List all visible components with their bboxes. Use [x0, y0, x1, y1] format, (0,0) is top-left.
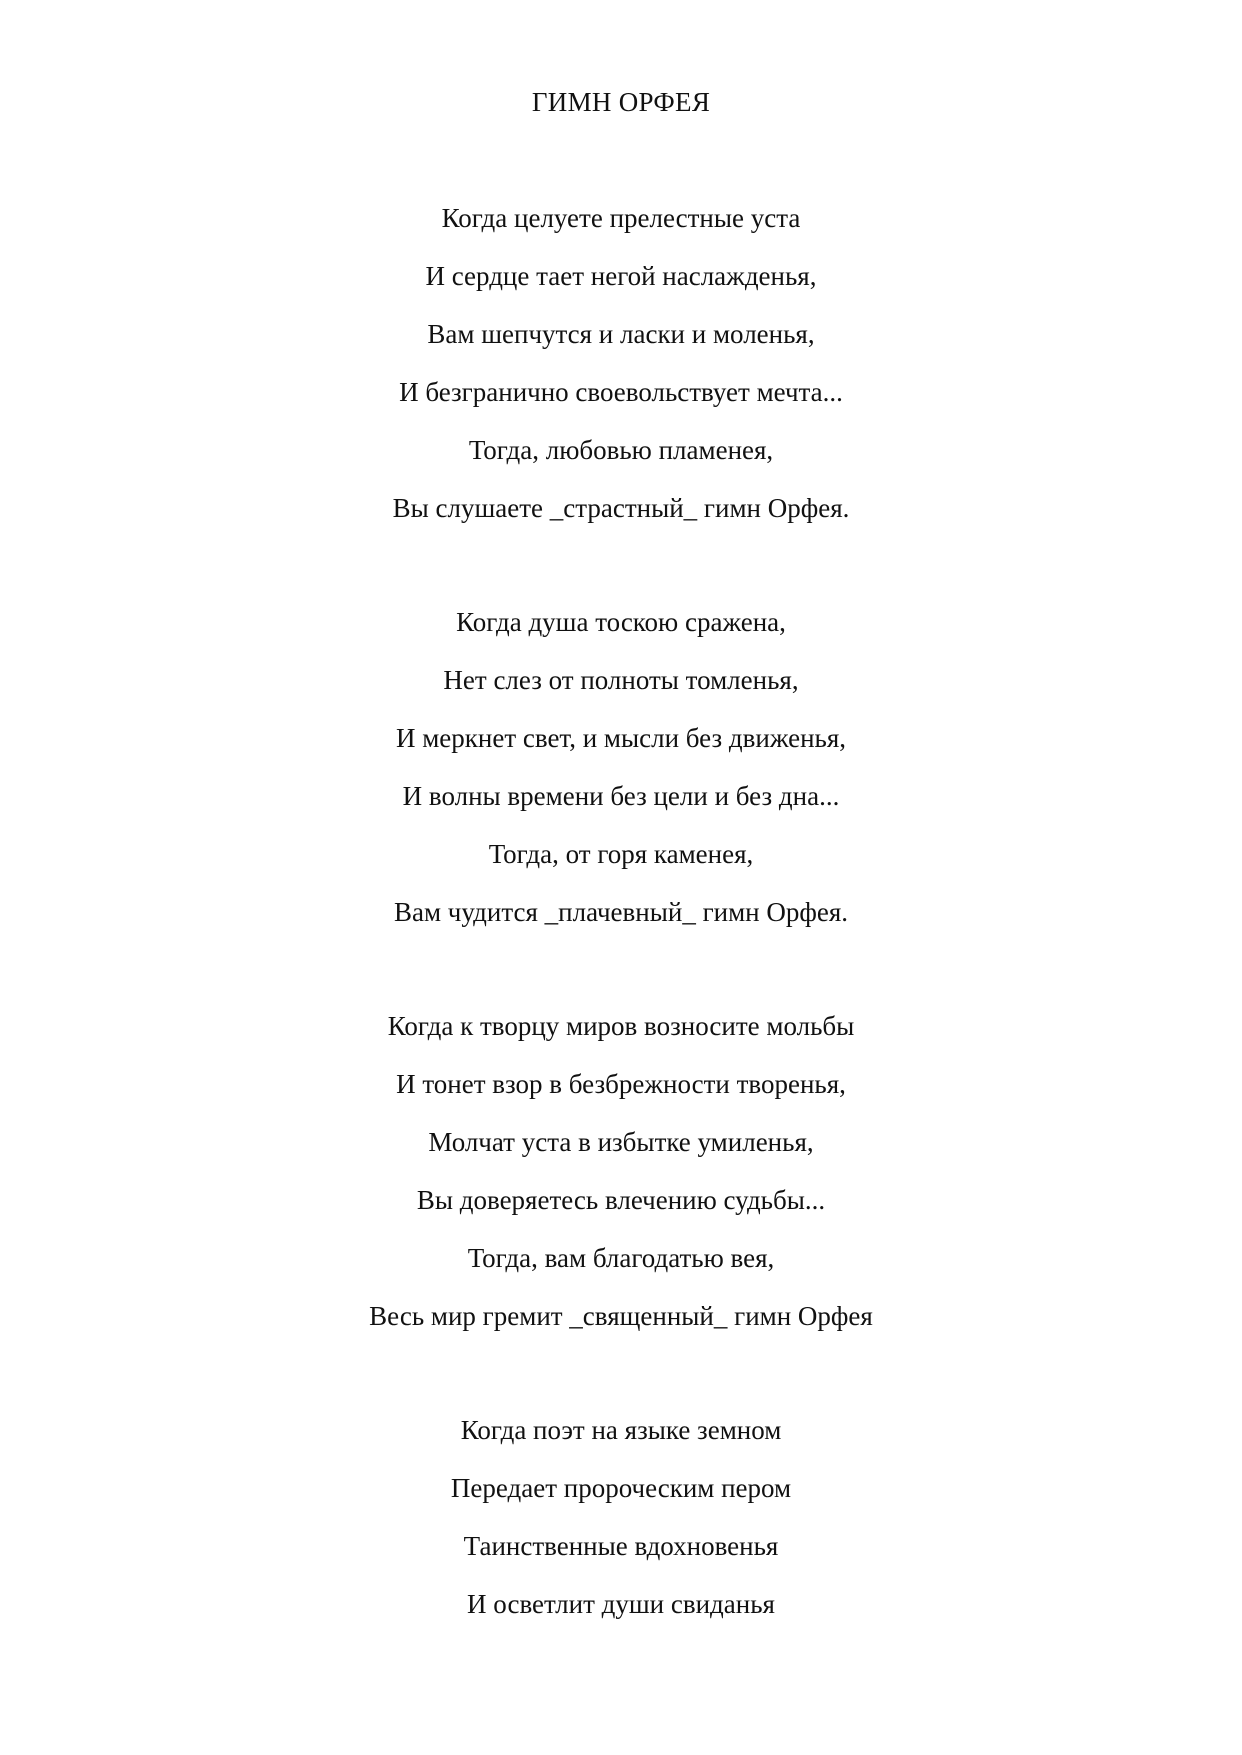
stanza — [0, 1412, 1242, 1644]
poem-line: Таинственные вдохновенья — [463, 1531, 779, 1561]
poem-line: Вы слушаете _страстный_ гимн Орфея. — [392, 493, 850, 523]
poem-line: Нет слез от полноты томленья, — [443, 665, 799, 695]
poem-line: И безгранично своевольствует мечта... — [399, 377, 843, 407]
poem-line: И сердце тает негой наслажденья, — [425, 261, 817, 291]
poem-line: Тогда, любовью пламенея, — [468, 435, 774, 465]
poem-line: И меркнет свет, и мысли без движенья, — [395, 723, 847, 753]
poem-line: Тогда, вам благодатью вея, — [467, 1243, 775, 1273]
stanza — [0, 604, 1242, 952]
poem-line: Когда целуете прелестные уста — [441, 203, 801, 233]
poem-line: И волны времени без цели и без дна... — [402, 781, 840, 811]
poem-line: Передает пророческим пером — [450, 1473, 792, 1503]
stanza — [0, 1008, 1242, 1356]
poem-line: И осветлит души свиданья — [467, 1589, 775, 1619]
poem-line: Когда к творцу миров возносите мольбы — [387, 1011, 855, 1041]
poem-line: Когда душа тоскою сражена, — [456, 607, 786, 637]
poem-title: ГИМН ОРФЕЯ — [531, 87, 711, 117]
poem-line: Молчат уста в избытке умиленья, — [428, 1127, 814, 1157]
stanza — [0, 200, 1242, 548]
poem-line: Тогда, от горя каменея, — [488, 839, 754, 869]
poem-line: И тонет взор в безбрежности творенья, — [396, 1069, 846, 1099]
poem-line: Вам шепчутся и ласки и моленья, — [427, 319, 815, 349]
poem-line: Когда поэт на языке земном — [460, 1415, 782, 1445]
poem-line: Вы доверяетесь влечению судьбы... — [416, 1185, 826, 1215]
poem-line: Вам чудится _плачевный_ гимн Орфея. — [393, 897, 849, 927]
poem-line: Весь мир гремит _священный_ гимн Орфея — [369, 1301, 873, 1331]
